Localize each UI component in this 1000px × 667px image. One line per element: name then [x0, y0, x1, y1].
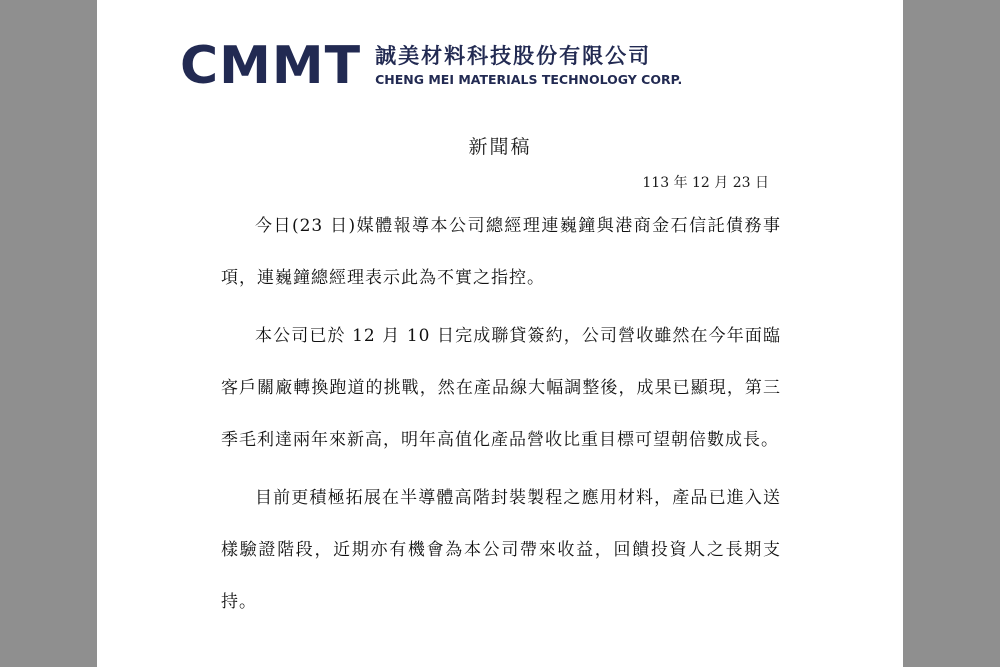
- document-title: 新聞稿: [468, 136, 532, 158]
- logo-text: [375, 45, 682, 86]
- paragraph: 今日(23 日)媒體報導本公司總經理連巍鐘與港商金石信託債務事項，連巍鐘總經理表示此為不實之指控。: [221, 216, 781, 288]
- document-date: 113 年 12 月 23 日: [642, 175, 769, 191]
- document-page: [97, 0, 903, 667]
- document-body: [221, 200, 781, 634]
- company-name-en: CHENG MEI MATERIALS TECHNOLOGY CORP.: [375, 71, 683, 87]
- logo-mark: CMMT: [180, 36, 362, 96]
- company-name-zh: 誠美材料科技股份有限公司: [375, 44, 652, 69]
- paragraph: 本公司已於 12 月 10 日完成聯貸簽約，公司營收雖然在今年面臨客戶關廠轉換跑道的挑戰，然在產品線大幅調整後，成果已顯現，第三季毛利達兩年來新高，明年高值化產品營收比重目標可望朝倍數成長。: [221, 326, 781, 450]
- company-logo: [180, 36, 683, 96]
- paragraph: 目前更積極拓展在半導體高階封裝製程之應用材料，產品已進入送樣驗證階段，近期亦有機會為本公司帶來收益，回饋投資人之長期支持。: [221, 488, 781, 612]
